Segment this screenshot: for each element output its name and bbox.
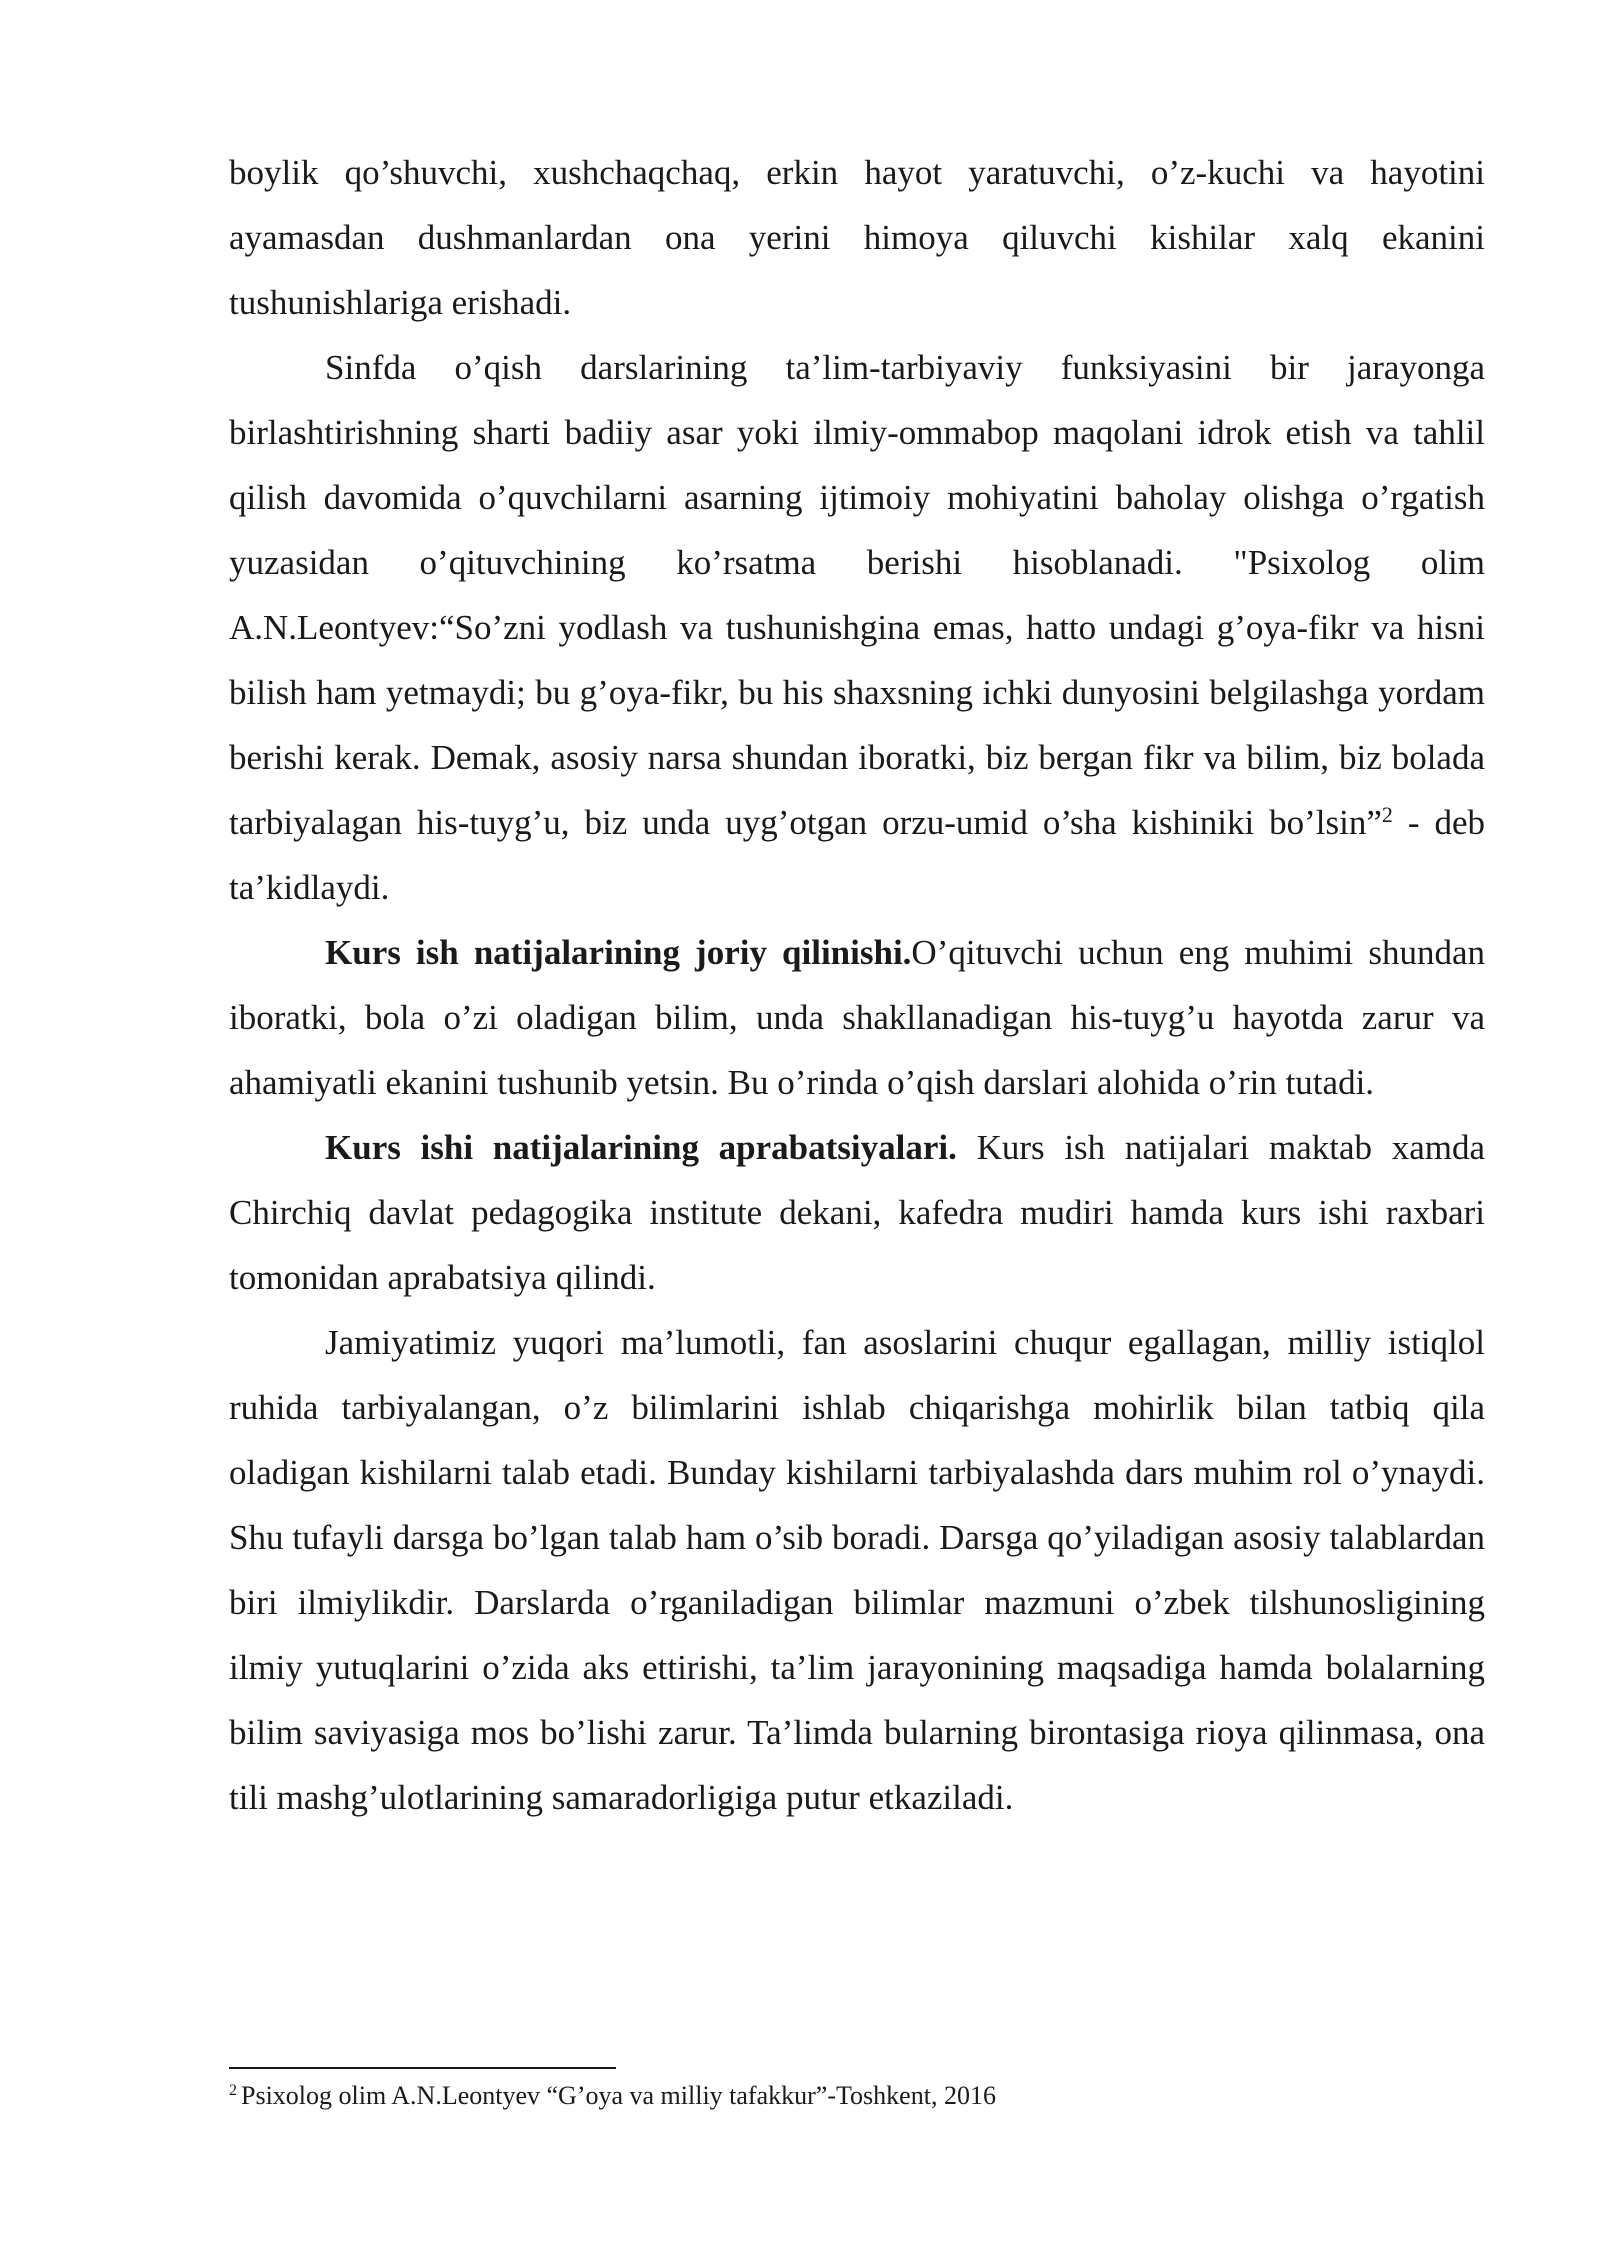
paragraph-reading-lessons: [229, 335, 1485, 920]
footnote-mark: 2: [229, 2082, 237, 2099]
section-heading-approbation: Kurs ishi natijalarining aprabatsiyalari.: [325, 1128, 957, 1167]
leontyev-quote: "Psixolog olim A.N.Leontyev:“So’zni yodlash va tushunishgina emas, hatto undagi g’oya-fikr va hisni bilish ham yetmaydi; bu g’oya-fikr, bu his shaxsning ichki dunyosini belgilashga yordam berishi kerak. Demak, asosiy narsa shundan iboratki, biz bergan fikr va bilim, biz bolada tarbiyalagan his-tuyg’u, biz unda uyg’otgan orzu-umid o’sha kishiniki bo’lsin”: [229, 543, 1486, 842]
footnote: [229, 2079, 1485, 2113]
paragraph-text: Jamiyatimiz yuqori ma’lumotli, fan asoslarini chuqur egallagan, milliy istiqlol ruhida tarbiyalangan, o’z bilimlarini ishlab chiqarishga mohirlik bilan tatbiq qila oladigan kishilarni talab etadi. Bunday kishilarni tarbiyalashda dars muhim rol o’ynaydi. Shu tufayli darsga bo’lgan talab ham o’sib boradi. Darsga qo’yiladigan asosiy talablardan biri ilmiylikdir. Darslarda o’rganiladigan bilimlar mazmuni o’zbek tilshunosligining ilmiy yutuqlarini o’zida aks ettirishi, ta’lim jarayonining maqsadiga hamda bolalarning bilim saviyasiga mos bo’lishi zarur. Ta’limda bularning birontasiga rioya qilinmasa, ona tili mashg’ulotlarining samaradorligiga putur etkaziladi.: [229, 1323, 1485, 1817]
quote-attribution: - deb ta’kidlaydi.: [229, 803, 1485, 907]
paragraph-text: Sinfda o’qish darslarining ta’lim-tarbiyaviy funksiyasini bir jarayonga birlashtirishning sharti badiiy asar yoki ilmiy-ommabop maqolani idrok etish va tahlil qilish davomida o’quvchilarni asarning ijtimoiy mohiyatini baholay olishga o’rgatish yuzasidan o’qituvchining ko’rsatma berishi hisoblanadi.: [229, 348, 1485, 582]
footnote-reference[interactable]: 2: [1381, 802, 1393, 827]
footnote-text: Psixolog olim A.N.Leontyev “G’oya va milliy tafakkur”-Toshkent, 2016: [241, 2081, 996, 2110]
section-heading-implementation: Kurs ish natijalarining joriy qilinishi.: [325, 933, 912, 972]
paragraph-continuation: [229, 140, 1485, 335]
paragraph-text: O’qituvchi uchun eng muhimi shundan iboratki, bola o’zi oladigan bilim, unda shakllanadigan his-tuyg’u hayotda zarur va ahamiyatli ekanini tushunib yetsin. Bu o’rinda o’qish darslari alohida o’rin tutadi.: [229, 933, 1486, 1102]
footnote-separator: [229, 2067, 616, 2069]
paragraph-society-requirements: [229, 1310, 1485, 1830]
paragraph-implementation: [229, 920, 1485, 1115]
paragraph-text: Kurs ish natijalari maktab xamda Chirchiq davlat pedagogika institute dekani, kafedra mudiri hamda kurs ishi raxbari tomonidan aprabatsiya qilindi.: [229, 1128, 1486, 1297]
paragraph-approbation: [229, 1115, 1485, 1310]
paragraph-text: boylik qo’shuvchi, xushchaqchaq, erkin hayot yaratuvchi, o’z-kuchi va hayotini ayamasdan dushmanlardan ona yerini himoya qiluvchi kishilar xalq ekanini tushunishlariga erishadi.: [229, 153, 1485, 322]
document-page: [229, 140, 1485, 1830]
